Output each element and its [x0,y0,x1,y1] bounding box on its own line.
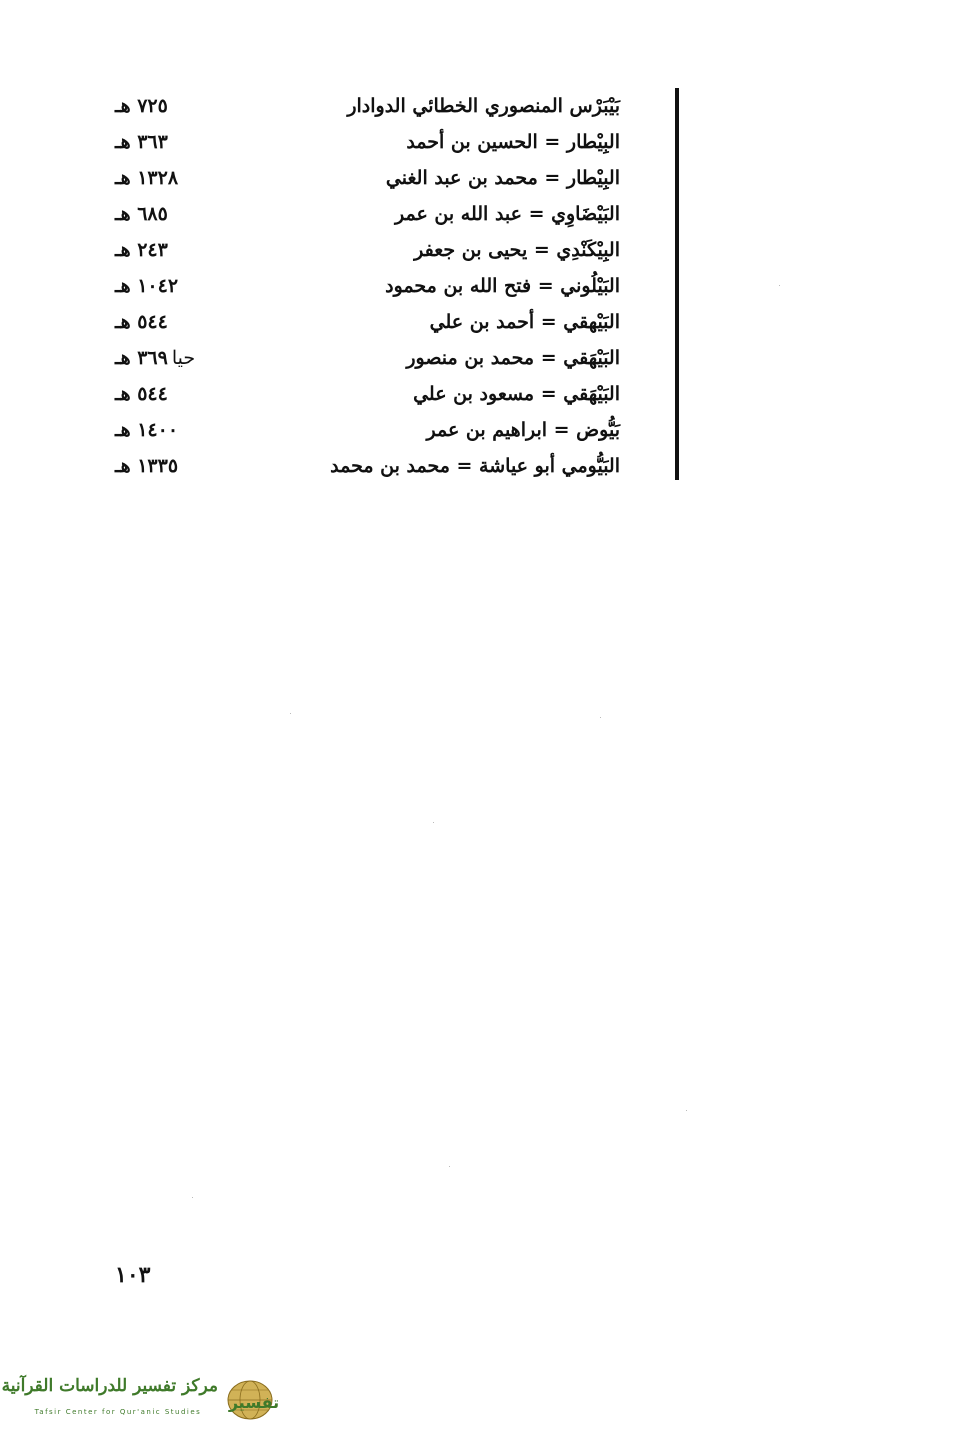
scan-speck [686,1110,687,1111]
entry-name: البَيْهَقي = مسعود بن علي [413,383,620,405]
scan-speck [449,1166,450,1167]
entry-name: البِيْكَنْدِي = يحيى بن جعفر [414,239,620,261]
entry-name: البَيُّومي أبو عياشة = محمد بن محمد [330,455,620,477]
list-item [100,376,620,412]
list-item [100,196,620,232]
list-item [100,88,620,124]
entry-date: ٢٤٣ هـ [115,239,168,261]
entry-date: ٥٤٤ هـ [115,311,168,333]
vertical-rule [675,88,679,480]
scan-speck [433,822,434,823]
publisher-logo [1,1372,290,1428]
scan-speck [192,1197,193,1198]
entry-qualifier: حيا [171,347,196,369]
entry-name: بَيُّوض = ابراهيم بن عمر [426,419,620,441]
entry-name: بَيْبَرْس المنصوري الخطائي الدوادار [347,95,620,117]
entry-date: ٣٦٣ هـ [115,131,168,153]
entry-date: ١٠٤٢ هـ [115,275,179,297]
globe-icon [220,1378,284,1422]
list-item [100,124,620,160]
entry-date: ١٣٢٨ هـ [115,167,179,189]
entry-date: ٥٤٤ هـ [115,383,168,405]
scan-speck [779,285,780,286]
logo-subtitle: Tafsir Center for Qur'anic Studies [34,1408,202,1416]
scan-speck [600,717,601,718]
list-item [100,304,620,340]
entry-name: البِيْطار = الحسين بن أحمد [406,131,620,153]
entry-date: ١٤٠٠ هـ [115,419,179,441]
list-item [100,412,620,448]
entry-date: حيا٣٦٩ هـ [115,347,196,369]
list-item [100,160,620,196]
entry-name: البَيْلُوني = فتح الله بن محمود [385,275,620,297]
entries-list [100,88,620,484]
logo-mark: تفسير [228,1393,280,1412]
entry-date: ٧٢٥ هـ [115,95,168,117]
entry-name: البِيْطار = محمد بن عبد الغني [385,167,620,189]
scan-speck [290,713,291,714]
list-item [100,232,620,268]
entry-date: ٦٨٥ هـ [115,203,168,225]
entry-date: ١٣٣٥ هـ [115,455,179,477]
logo-title: مركز تفسير للدراسات القرآنية [1,1376,218,1396]
entry-name: البَيْهَقي = محمد بن منصور [406,347,620,369]
list-item [100,340,620,376]
entry-name: البَيْضَاوِي = عبد الله بن عمر [395,203,620,225]
entry-name: البَيْهقي = أحمد بن علي [429,311,620,333]
page-number: ١٠٣ [115,1262,151,1288]
list-item [100,448,620,484]
list-item [100,268,620,304]
